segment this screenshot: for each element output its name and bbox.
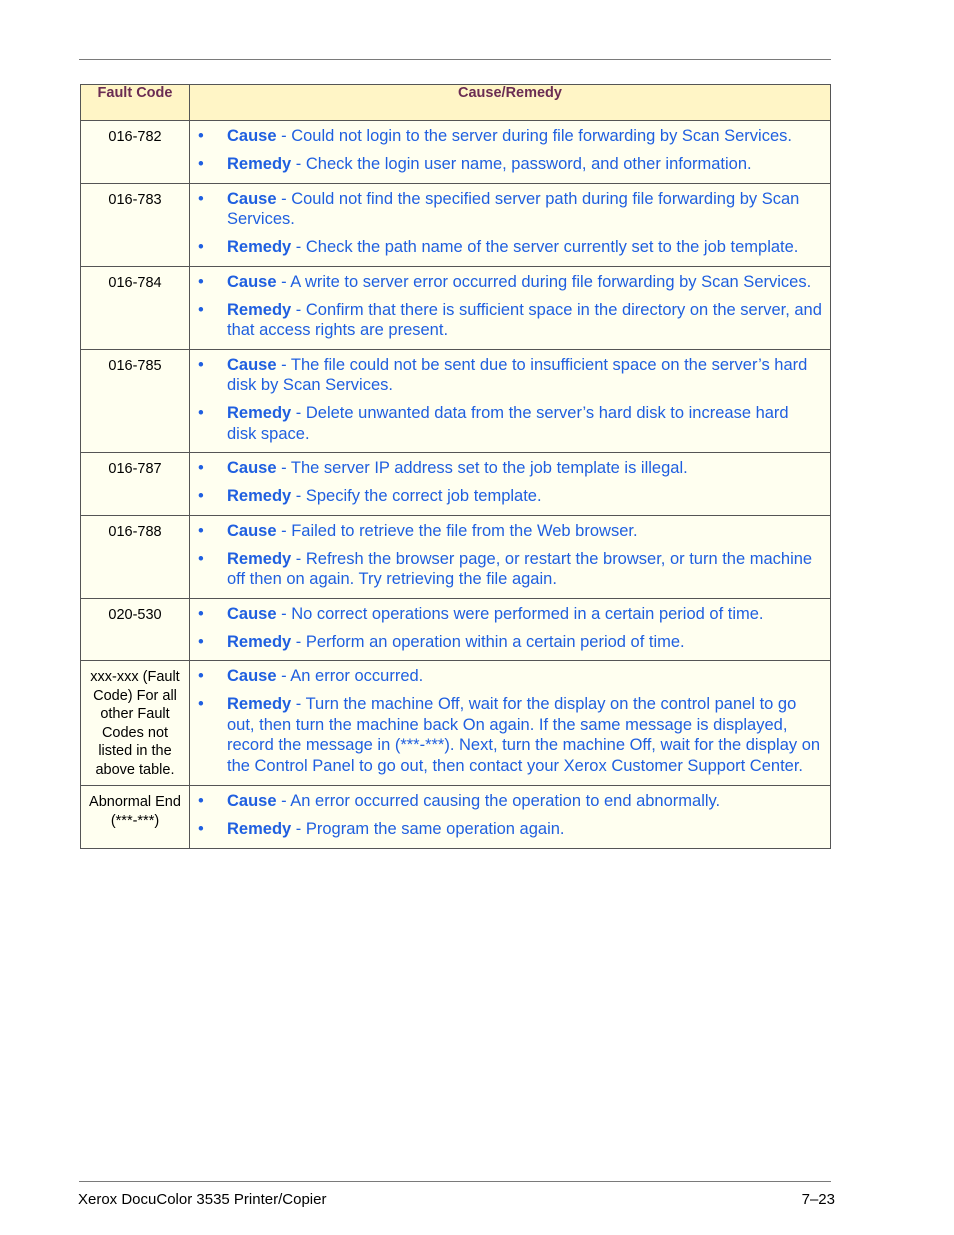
- fault-code-column-header: Fault Code: [81, 85, 190, 121]
- remedy-label: Remedy: [227, 820, 292, 838]
- remedy-label: Remedy: [227, 404, 292, 422]
- remedy-text: - Confirm that there is sufficient space in the directory on the server, and that access rights are present.: [227, 300, 822, 339]
- cause-label: Cause: [227, 604, 277, 623]
- cause-item: [198, 189, 822, 230]
- fault-code-cell: 016-785: [81, 349, 190, 453]
- table-row: [81, 598, 831, 661]
- cause-label: Cause: [227, 189, 277, 208]
- fault-code-cell: 016-784: [81, 266, 190, 349]
- remedy-label: Remedy: [227, 238, 292, 256]
- cause-remedy-cell: [190, 453, 831, 516]
- fault-code-cell: 016-783: [81, 183, 190, 266]
- fault-code-table: [80, 84, 831, 849]
- remedy-label: Remedy: [227, 695, 292, 713]
- fault-code-cell: xxx-xxx (Fault Code) For all other Fault Codes not listed in the above table.: [81, 661, 190, 786]
- cause-item: [198, 458, 822, 479]
- cause-item: [198, 791, 822, 812]
- cause-text: - The file could not be sent due to insufficient space on the server’s hard disk by Scan Services.: [227, 355, 808, 394]
- cause-item: [198, 666, 822, 687]
- fault-code-cell: 016-787: [81, 453, 190, 516]
- cause-label: Cause: [227, 521, 277, 540]
- cause-remedy-column-header: Cause/Remedy: [190, 85, 831, 121]
- remedy-label: Remedy: [227, 300, 292, 319]
- table-row: [81, 266, 831, 349]
- remedy-item: [198, 154, 822, 175]
- cause-item: [198, 355, 822, 396]
- remedy-item: [198, 403, 822, 444]
- remedy-item: [198, 486, 822, 507]
- table-row: [81, 453, 831, 516]
- remedy-item: [198, 819, 822, 840]
- fault-code-cell: 020-530: [81, 598, 190, 661]
- remedy-text: - Specify the correct job template.: [291, 487, 542, 505]
- remedy-label: Remedy: [227, 549, 292, 568]
- fault-code-cell: 016-788: [81, 515, 190, 598]
- remedy-label: Remedy: [227, 487, 292, 505]
- cause-text: - An error occurred.: [276, 667, 424, 685]
- cause-remedy-cell: [190, 661, 831, 786]
- remedy-text: - Refresh the browser page, or restart the browser, or turn the machine off then on again. Try retrieving the file again.: [227, 549, 813, 588]
- remedy-text: - Check the path name of the server currently set to the job template.: [291, 238, 799, 256]
- table-row: [81, 121, 831, 184]
- fault-code-cell: Abnormal End (***-***): [81, 786, 190, 849]
- cause-remedy-cell: [190, 786, 831, 849]
- remedy-item: [198, 300, 822, 341]
- cause-remedy-cell: [190, 183, 831, 266]
- remedy-label: Remedy: [227, 155, 292, 173]
- cause-label: Cause: [227, 355, 277, 374]
- header-rule: [79, 59, 831, 60]
- cause-item: [198, 126, 822, 147]
- cause-remedy-cell: [190, 349, 831, 453]
- remedy-label: Remedy: [227, 632, 292, 651]
- table-row: [81, 349, 831, 453]
- cause-item: [198, 521, 822, 542]
- remedy-text: - Delete unwanted data from the server’s hard disk to increase hard disk space.: [227, 404, 789, 443]
- cause-item: [198, 272, 822, 293]
- footer-title: Xerox DocuColor 3535 Printer/Copier: [78, 1191, 327, 1208]
- table-row: [81, 515, 831, 598]
- remedy-text: - Turn the machine Off, wait for the display on the control panel to go out, then turn the machine back On again. If the same message is displayed, record the message in (***-***). Next, turn the machine Off, wait for the display on the Control Panel to go out, then contact your Xerox Customer Support Center.: [227, 695, 821, 775]
- cause-remedy-cell: [190, 598, 831, 661]
- cause-label: Cause: [227, 792, 277, 810]
- remedy-text: - Program the same operation again.: [291, 820, 565, 838]
- remedy-item: [198, 632, 822, 653]
- cause-text: - A write to server error occurred during file forwarding by Scan Services.: [276, 272, 812, 291]
- cause-label: Cause: [227, 127, 277, 145]
- cause-text: - Could not find the specified server path during file forwarding by Scan Services.: [227, 189, 800, 228]
- remedy-item: [198, 549, 822, 590]
- remedy-text: - Perform an operation within a certain period of time.: [291, 632, 685, 651]
- fault-code-cell: 016-782: [81, 121, 190, 184]
- table-header-row: [81, 85, 831, 121]
- cause-text: - Failed to retrieve the file from the Web browser.: [276, 521, 638, 540]
- table-row: [81, 786, 831, 849]
- cause-text: - The server IP address set to the job template is illegal.: [276, 459, 688, 477]
- cause-text: - An error occurred causing the operation to end abnormally.: [276, 792, 721, 810]
- cause-text: - Could not login to the server during file forwarding by Scan Services.: [276, 127, 792, 145]
- table-row: [81, 661, 831, 786]
- table-row: [81, 183, 831, 266]
- cause-remedy-cell: [190, 515, 831, 598]
- remedy-text: - Check the login user name, password, and other information.: [291, 155, 752, 173]
- cause-item: [198, 604, 822, 625]
- page-number: 7–23: [801, 1191, 835, 1208]
- cause-label: Cause: [227, 459, 277, 477]
- cause-label: Cause: [227, 272, 277, 291]
- cause-remedy-cell: [190, 266, 831, 349]
- remedy-item: [198, 237, 822, 258]
- cause-label: Cause: [227, 667, 277, 685]
- footer-rule: [79, 1181, 831, 1182]
- cause-remedy-cell: [190, 121, 831, 184]
- cause-text: - No correct operations were performed in a certain period of time.: [276, 604, 764, 623]
- remedy-item: [198, 694, 822, 776]
